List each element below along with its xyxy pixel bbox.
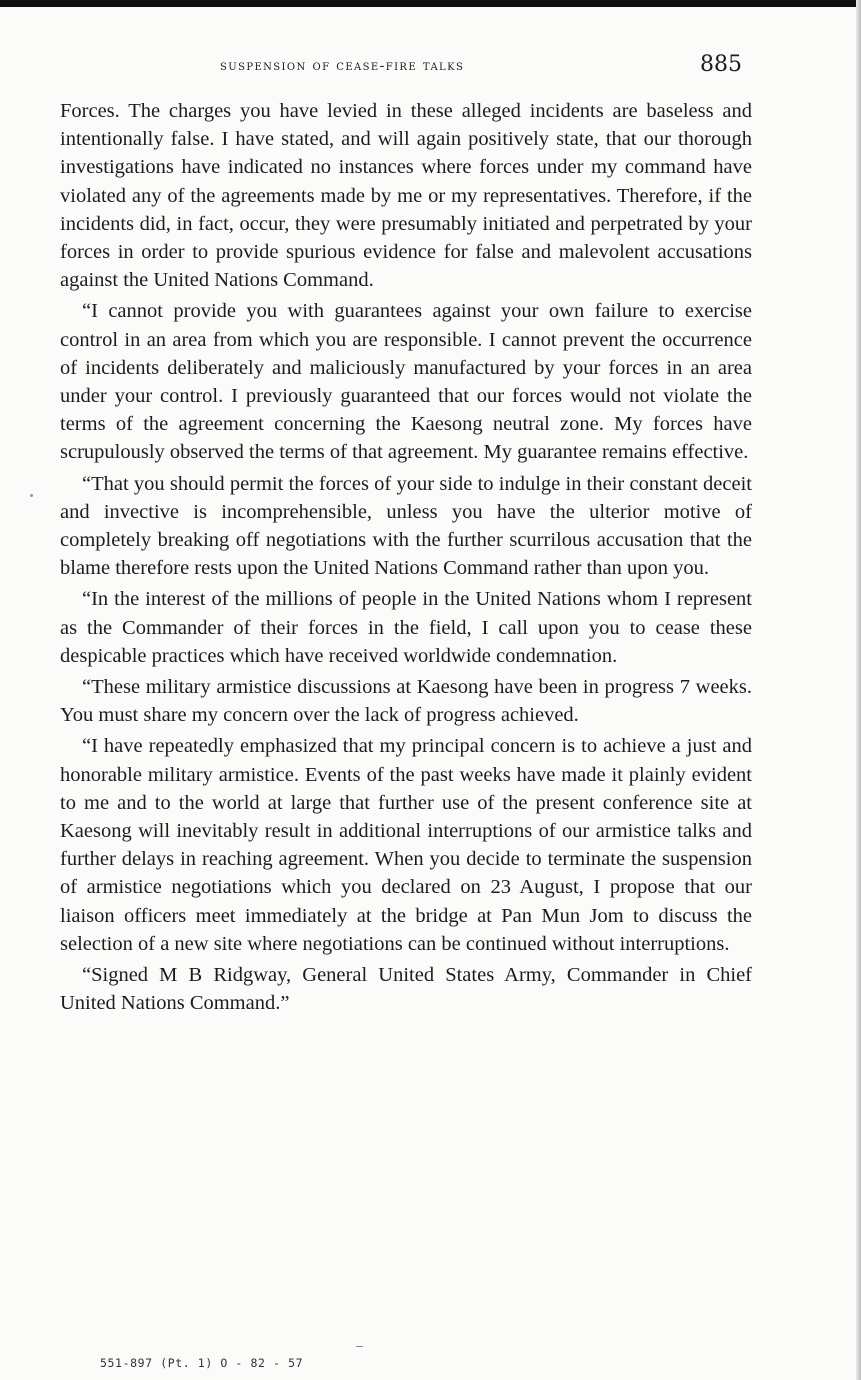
page-right-edge [856,0,861,1380]
body-text [60,97,752,1021]
print-code: 551-897 (Pt. 1) O - 82 - 57 [100,1356,304,1370]
paragraph: “These military armistice discussions at Kaesong have been in progress 7 weeks. You must share my concern over the lack of progress achieved. [60,676,752,727]
footer-dash-mark [356,1346,363,1347]
paragraph: “I have repeatedly emphasized that my principal concern is to achieve a just and honorable military armistice. Events of the past weeks have made it plainly evident to me and to the world at large that further use of the present conference site at Kaesong will inevitably result in additional interruptions of our armistice talks and further delays in reaching agreement. When you decide to terminate the suspension of armistice negotiations which you declared on 23 August, I propose that our liaison officers meet immediately at the bridge at Pan Mun Jom to discuss the selection of a new site where negotiations can be continued without interruptions. [60,735,752,955]
paragraph: “That you should permit the forces of your side to indulge in their constant deceit and invective is incomprehensible, unless you have the ulterior motive of completely breaking off negotiations with the further scurrilous accusation that the blame therefore rests upon the United Nations Command rather than upon you. [60,472,752,580]
running-head: suspension of cease-fire talks [220,58,465,74]
scan-speck [30,494,33,497]
paragraph: “Signed M B Ridgway, General United States Army, Commander in Chief United Nations Command.” [60,964,752,1015]
page-number: 885 [700,52,742,77]
page-header [62,50,744,84]
paragraph: “In the interest of the millions of people in the United Nations whom I represent as the Commander of their forces in the field, I call upon you to cease these despicable practices which have received worldwide condemnation. [60,588,752,667]
paragraph: Forces. The charges you have levied in these alleged incidents are baseless and intentionally false. I have stated, and will again positively state, that our thorough investigations have indicated no instances where forces under my command have violated any of the agreements made by me or my representatives. Therefore, if the incidents did, in fact, occur, they were presumably initiated and perpetrated by your forces in order to provide spurious evidence for false and malevolent accusations against the United Nations Command. [60,100,752,292]
paragraph: “I cannot provide you with guarantees against your own failure to exercise control in an area from which you are responsible. I cannot prevent the occurrence of incidents deliberately and maliciously manufactured by your forces in an area under your control. I previously guaranteed that our forces would not violate the terms of the agreement concerning the Kaesong neutral zone. My forces have scrupulously observed the terms of that agreement. My guarantee remains effective. [60,300,752,464]
scan-top-border [0,0,861,7]
